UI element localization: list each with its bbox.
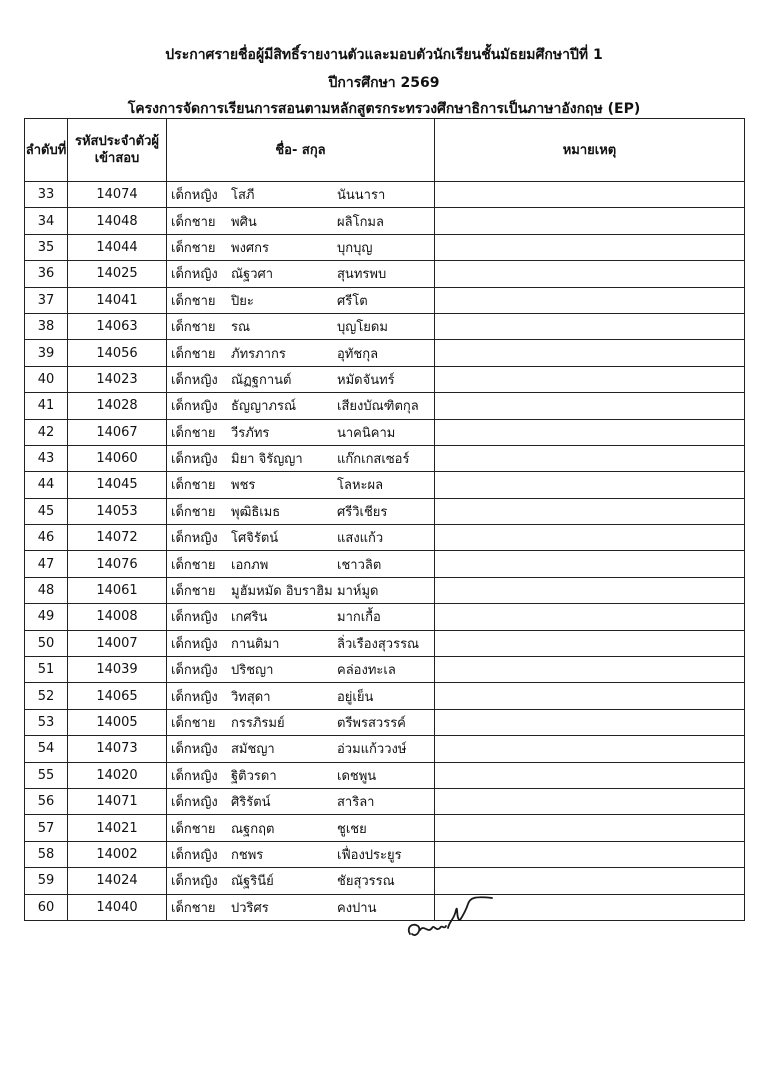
exam-code: 14048 [68, 208, 167, 234]
first-name: ปริชญา [231, 663, 274, 679]
first-name: กานติมา [231, 636, 280, 652]
last-name: แก๊กเกสเซอร์ [337, 452, 410, 468]
student-name [167, 393, 435, 419]
first-name: ปิยะ [231, 293, 254, 309]
name-title: เด็กชาย [171, 478, 216, 494]
name-title: เด็กชาย [171, 716, 216, 731]
last-name: อุทัชกุล [337, 346, 379, 362]
row-number: 49 [25, 604, 68, 630]
table-row [25, 472, 745, 498]
last-name: บุญโยดม [337, 320, 388, 336]
student-name [167, 630, 435, 656]
first-name: โสภี [231, 188, 255, 204]
row-number: 44 [25, 472, 68, 498]
exam-code: 14076 [68, 551, 167, 577]
table-row [25, 313, 745, 339]
first-name: ศิริรัตน์ [231, 795, 271, 811]
first-name: เกศริน [231, 610, 268, 626]
last-name: หมัดจันทร์ [337, 372, 395, 388]
student-name [167, 208, 435, 234]
first-name: ณัฐรินีย์ [231, 874, 274, 890]
row-number: 43 [25, 445, 68, 471]
exam-code: 14040 [68, 894, 167, 920]
table-row [25, 182, 745, 208]
remark-cell [435, 393, 745, 419]
exam-code: 14053 [68, 498, 167, 524]
exam-code: 14060 [68, 445, 167, 471]
remark-cell [435, 577, 745, 603]
student-name [167, 683, 435, 709]
column-header-number: ลำดับที่ [25, 119, 68, 182]
first-name: ธัญญาภรณ์ [231, 399, 296, 415]
name-title: เด็กหญิง [171, 372, 218, 388]
student-name [167, 736, 435, 762]
name-title: เด็กชาย [171, 900, 216, 916]
table-row [25, 604, 745, 630]
column-header-remark: หมายเหตุ [435, 119, 745, 182]
last-name: มาห์มูด [337, 584, 379, 600]
name-title: เด็กหญิง [171, 689, 218, 705]
table-row [25, 498, 745, 524]
student-name [167, 709, 435, 735]
exam-code: 14028 [68, 393, 167, 419]
remark-cell [435, 182, 745, 208]
remark-cell [435, 366, 745, 392]
name-title: เด็กหญิง [171, 267, 218, 283]
name-title: เด็กหญิง [171, 874, 218, 890]
table-row [25, 762, 745, 788]
last-name: เสียงบัณฑิตกุล [337, 399, 419, 415]
row-number: 60 [25, 894, 68, 920]
name-title: เด็กหญิง [171, 610, 218, 626]
row-number: 57 [25, 815, 68, 841]
remark-cell [435, 498, 745, 524]
first-name: สมัชญา [231, 742, 275, 758]
table-row [25, 340, 745, 366]
table-row [25, 551, 745, 577]
name-title: เด็กชาย [171, 821, 216, 837]
last-name: เดชพูน [337, 768, 377, 784]
student-name [167, 261, 435, 287]
last-name: นาคนิคาม [337, 425, 396, 441]
first-name: พงศกร [231, 240, 270, 256]
table-row [25, 868, 745, 894]
first-name: วิทสุดา [231, 689, 271, 705]
table-row [25, 393, 745, 419]
row-number: 37 [25, 287, 68, 313]
table-row [25, 815, 745, 841]
remark-cell [435, 657, 745, 683]
student-name [167, 525, 435, 551]
student-name [167, 894, 435, 920]
first-name: มิยา จิรัญญา [231, 452, 303, 468]
name-title: เด็กชาย [171, 214, 216, 230]
student-list-table [24, 118, 745, 921]
last-name: ตรีพรสวรรค์ [337, 716, 406, 731]
table-row [25, 208, 745, 234]
last-name: อ่วมแก้ววงษ์ [337, 742, 407, 758]
name-title: เด็กหญิง [171, 636, 218, 652]
first-name: พุฒิธิเมธ [231, 504, 281, 520]
first-name: ภัทรภากร [231, 346, 286, 362]
row-number: 56 [25, 788, 68, 814]
name-title: เด็กชาย [171, 584, 216, 600]
name-title: เด็กหญิง [171, 768, 218, 784]
name-title: เด็กหญิง [171, 531, 218, 547]
first-name: ฐิติวรดา [231, 768, 277, 784]
student-name [167, 472, 435, 498]
last-name: ลิ่วเรืองสุวรรณ [337, 636, 420, 652]
row-number: 51 [25, 657, 68, 683]
row-number: 34 [25, 208, 68, 234]
table-row [25, 683, 745, 709]
name-title: เด็กหญิง [171, 795, 218, 811]
row-number: 59 [25, 868, 68, 894]
table-row [25, 525, 745, 551]
first-name: กรรภิรมย์ [231, 716, 285, 731]
name-title: เด็กชาย [171, 557, 216, 573]
first-name: ปวริศร [231, 900, 269, 916]
student-name [167, 604, 435, 630]
remark-cell [435, 234, 745, 260]
exam-code: 14025 [68, 261, 167, 287]
row-number: 35 [25, 234, 68, 260]
row-number: 53 [25, 709, 68, 735]
name-title: เด็กหญิง [171, 399, 218, 415]
student-name [167, 419, 435, 445]
row-number: 48 [25, 577, 68, 603]
name-title: เด็กหญิง [171, 452, 218, 468]
first-name: ณฐกฤต [231, 821, 275, 837]
student-name [167, 762, 435, 788]
remark-cell [435, 313, 745, 339]
first-name: มูฮัมหมัด อิบราฮิม [231, 584, 333, 600]
student-name [167, 551, 435, 577]
column-header-code: รหัสประจำตัวผู้เข้าสอบ [68, 119, 167, 182]
table-row [25, 261, 745, 287]
remark-cell [435, 604, 745, 630]
last-name: ชัยสุวรรณ [337, 874, 395, 890]
row-number: 39 [25, 340, 68, 366]
student-name [167, 445, 435, 471]
name-title: เด็กชาย [171, 504, 216, 520]
first-name: ณัฏฐกานต์ [231, 372, 292, 388]
student-name [167, 868, 435, 894]
table-row [25, 445, 745, 471]
name-title: เด็กหญิง [171, 742, 218, 758]
exam-code: 14002 [68, 841, 167, 867]
student-name [167, 577, 435, 603]
exam-code: 14021 [68, 815, 167, 841]
table-row [25, 709, 745, 735]
exam-code: 14020 [68, 762, 167, 788]
table-row [25, 234, 745, 260]
table-row [25, 366, 745, 392]
row-number: 33 [25, 182, 68, 208]
student-name [167, 313, 435, 339]
last-name: มากเกื้อ [337, 610, 381, 626]
last-name: คงปาน [337, 900, 377, 916]
last-name: บุกบุญ [337, 240, 373, 256]
student-name [167, 287, 435, 313]
remark-cell [435, 630, 745, 656]
table-row [25, 657, 745, 683]
first-name: รณ [231, 320, 251, 336]
exam-code: 14071 [68, 788, 167, 814]
first-name: วีรภัทร [231, 425, 270, 441]
exam-code: 14005 [68, 709, 167, 735]
table-row [25, 577, 745, 603]
remark-cell [435, 709, 745, 735]
remark-cell [435, 208, 745, 234]
exam-code: 14074 [68, 182, 167, 208]
exam-code: 14023 [68, 366, 167, 392]
row-number: 46 [25, 525, 68, 551]
remark-cell [435, 683, 745, 709]
row-number: 55 [25, 762, 68, 788]
table-row [25, 736, 745, 762]
last-name: เฟื่องประยูร [337, 847, 402, 863]
name-title: เด็กชาย [171, 425, 216, 441]
student-name [167, 841, 435, 867]
row-number: 54 [25, 736, 68, 762]
name-title: เด็กหญิง [171, 663, 218, 679]
student-name [167, 340, 435, 366]
exam-code: 14067 [68, 419, 167, 445]
last-name: ศรีวิเชียร [337, 504, 388, 520]
remark-cell [435, 340, 745, 366]
row-number: 38 [25, 313, 68, 339]
remark-cell [435, 472, 745, 498]
name-title: เด็กชาย [171, 293, 216, 309]
last-name: ชูเชย [337, 821, 367, 837]
last-name: ศรีโต [337, 293, 368, 309]
remark-cell [435, 841, 745, 867]
name-title: เด็กหญิง [171, 847, 218, 863]
student-name [167, 657, 435, 683]
exam-code: 14041 [68, 287, 167, 313]
row-number: 36 [25, 261, 68, 287]
remark-cell [435, 551, 745, 577]
last-name: เชาวลิต [337, 557, 382, 573]
last-name: ผลิโกมล [337, 214, 384, 230]
announcement-title: ประกาศรายชื่อผู้มีสิทธิ์รายงานตัวและมอบตัวนักเรียนชั้นมัธยมศึกษาปีที่ 1 [165, 47, 603, 63]
exam-code: 14039 [68, 657, 167, 683]
exam-code: 14056 [68, 340, 167, 366]
exam-code: 14008 [68, 604, 167, 630]
exam-code: 14044 [68, 234, 167, 260]
name-title: เด็กหญิง [171, 188, 218, 204]
remark-cell [435, 762, 745, 788]
remark-cell [435, 287, 745, 313]
last-name: แสงแก้ว [337, 531, 384, 547]
table-row [25, 894, 745, 920]
first-name: เอกภพ [231, 557, 269, 573]
program-title: โครงการจัดการเรียนการสอนตามหลักสูตรกระทรวงศึกษาธิการเป็นภาษาอังกฤษ (EP) [127, 101, 641, 117]
exam-code: 14045 [68, 472, 167, 498]
table-row [25, 419, 745, 445]
first-name: ณัฐวศา [231, 267, 274, 283]
table-row [25, 841, 745, 867]
student-name [167, 182, 435, 208]
first-name: กชพร [231, 847, 264, 863]
student-name [167, 366, 435, 392]
exam-code: 14007 [68, 630, 167, 656]
last-name: โลหะผล [337, 478, 384, 494]
row-number: 47 [25, 551, 68, 577]
remark-cell [435, 736, 745, 762]
exam-code: 14065 [68, 683, 167, 709]
exam-code: 14061 [68, 577, 167, 603]
row-number: 40 [25, 366, 68, 392]
table-row [25, 788, 745, 814]
row-number: 50 [25, 630, 68, 656]
name-title: เด็กชาย [171, 240, 216, 256]
exam-code: 14073 [68, 736, 167, 762]
name-title: เด็กชาย [171, 346, 216, 362]
row-number: 52 [25, 683, 68, 709]
row-number: 42 [25, 419, 68, 445]
row-number: 45 [25, 498, 68, 524]
last-name: สาริลา [337, 795, 375, 811]
exam-code: 14063 [68, 313, 167, 339]
student-name [167, 234, 435, 260]
last-name: นันนารา [337, 188, 386, 204]
table-header-row [25, 119, 745, 182]
last-name: สุนทรพบ [337, 267, 387, 283]
exam-code: 14072 [68, 525, 167, 551]
student-name [167, 788, 435, 814]
row-number: 58 [25, 841, 68, 867]
remark-cell [435, 788, 745, 814]
student-name [167, 498, 435, 524]
column-header-name: ชื่อ- สกุล [167, 119, 435, 182]
first-name: พศิน [231, 214, 257, 230]
remark-cell [435, 261, 745, 287]
exam-code: 14024 [68, 868, 167, 894]
name-title: เด็กชาย [171, 320, 216, 336]
last-name: คล่องทะเล [337, 663, 396, 679]
row-number: 41 [25, 393, 68, 419]
table-row [25, 630, 745, 656]
student-name [167, 815, 435, 841]
signature-mark [404, 890, 496, 950]
first-name: พชร [231, 478, 256, 494]
first-name: โศจิรัตน์ [231, 531, 279, 547]
remark-cell [435, 445, 745, 471]
remark-cell [435, 419, 745, 445]
remark-cell [435, 525, 745, 551]
table-row [25, 287, 745, 313]
last-name: อยู่เย็น [337, 689, 374, 705]
academic-year: ปีการศึกษา 2569 [328, 75, 440, 91]
remark-cell [435, 815, 745, 841]
